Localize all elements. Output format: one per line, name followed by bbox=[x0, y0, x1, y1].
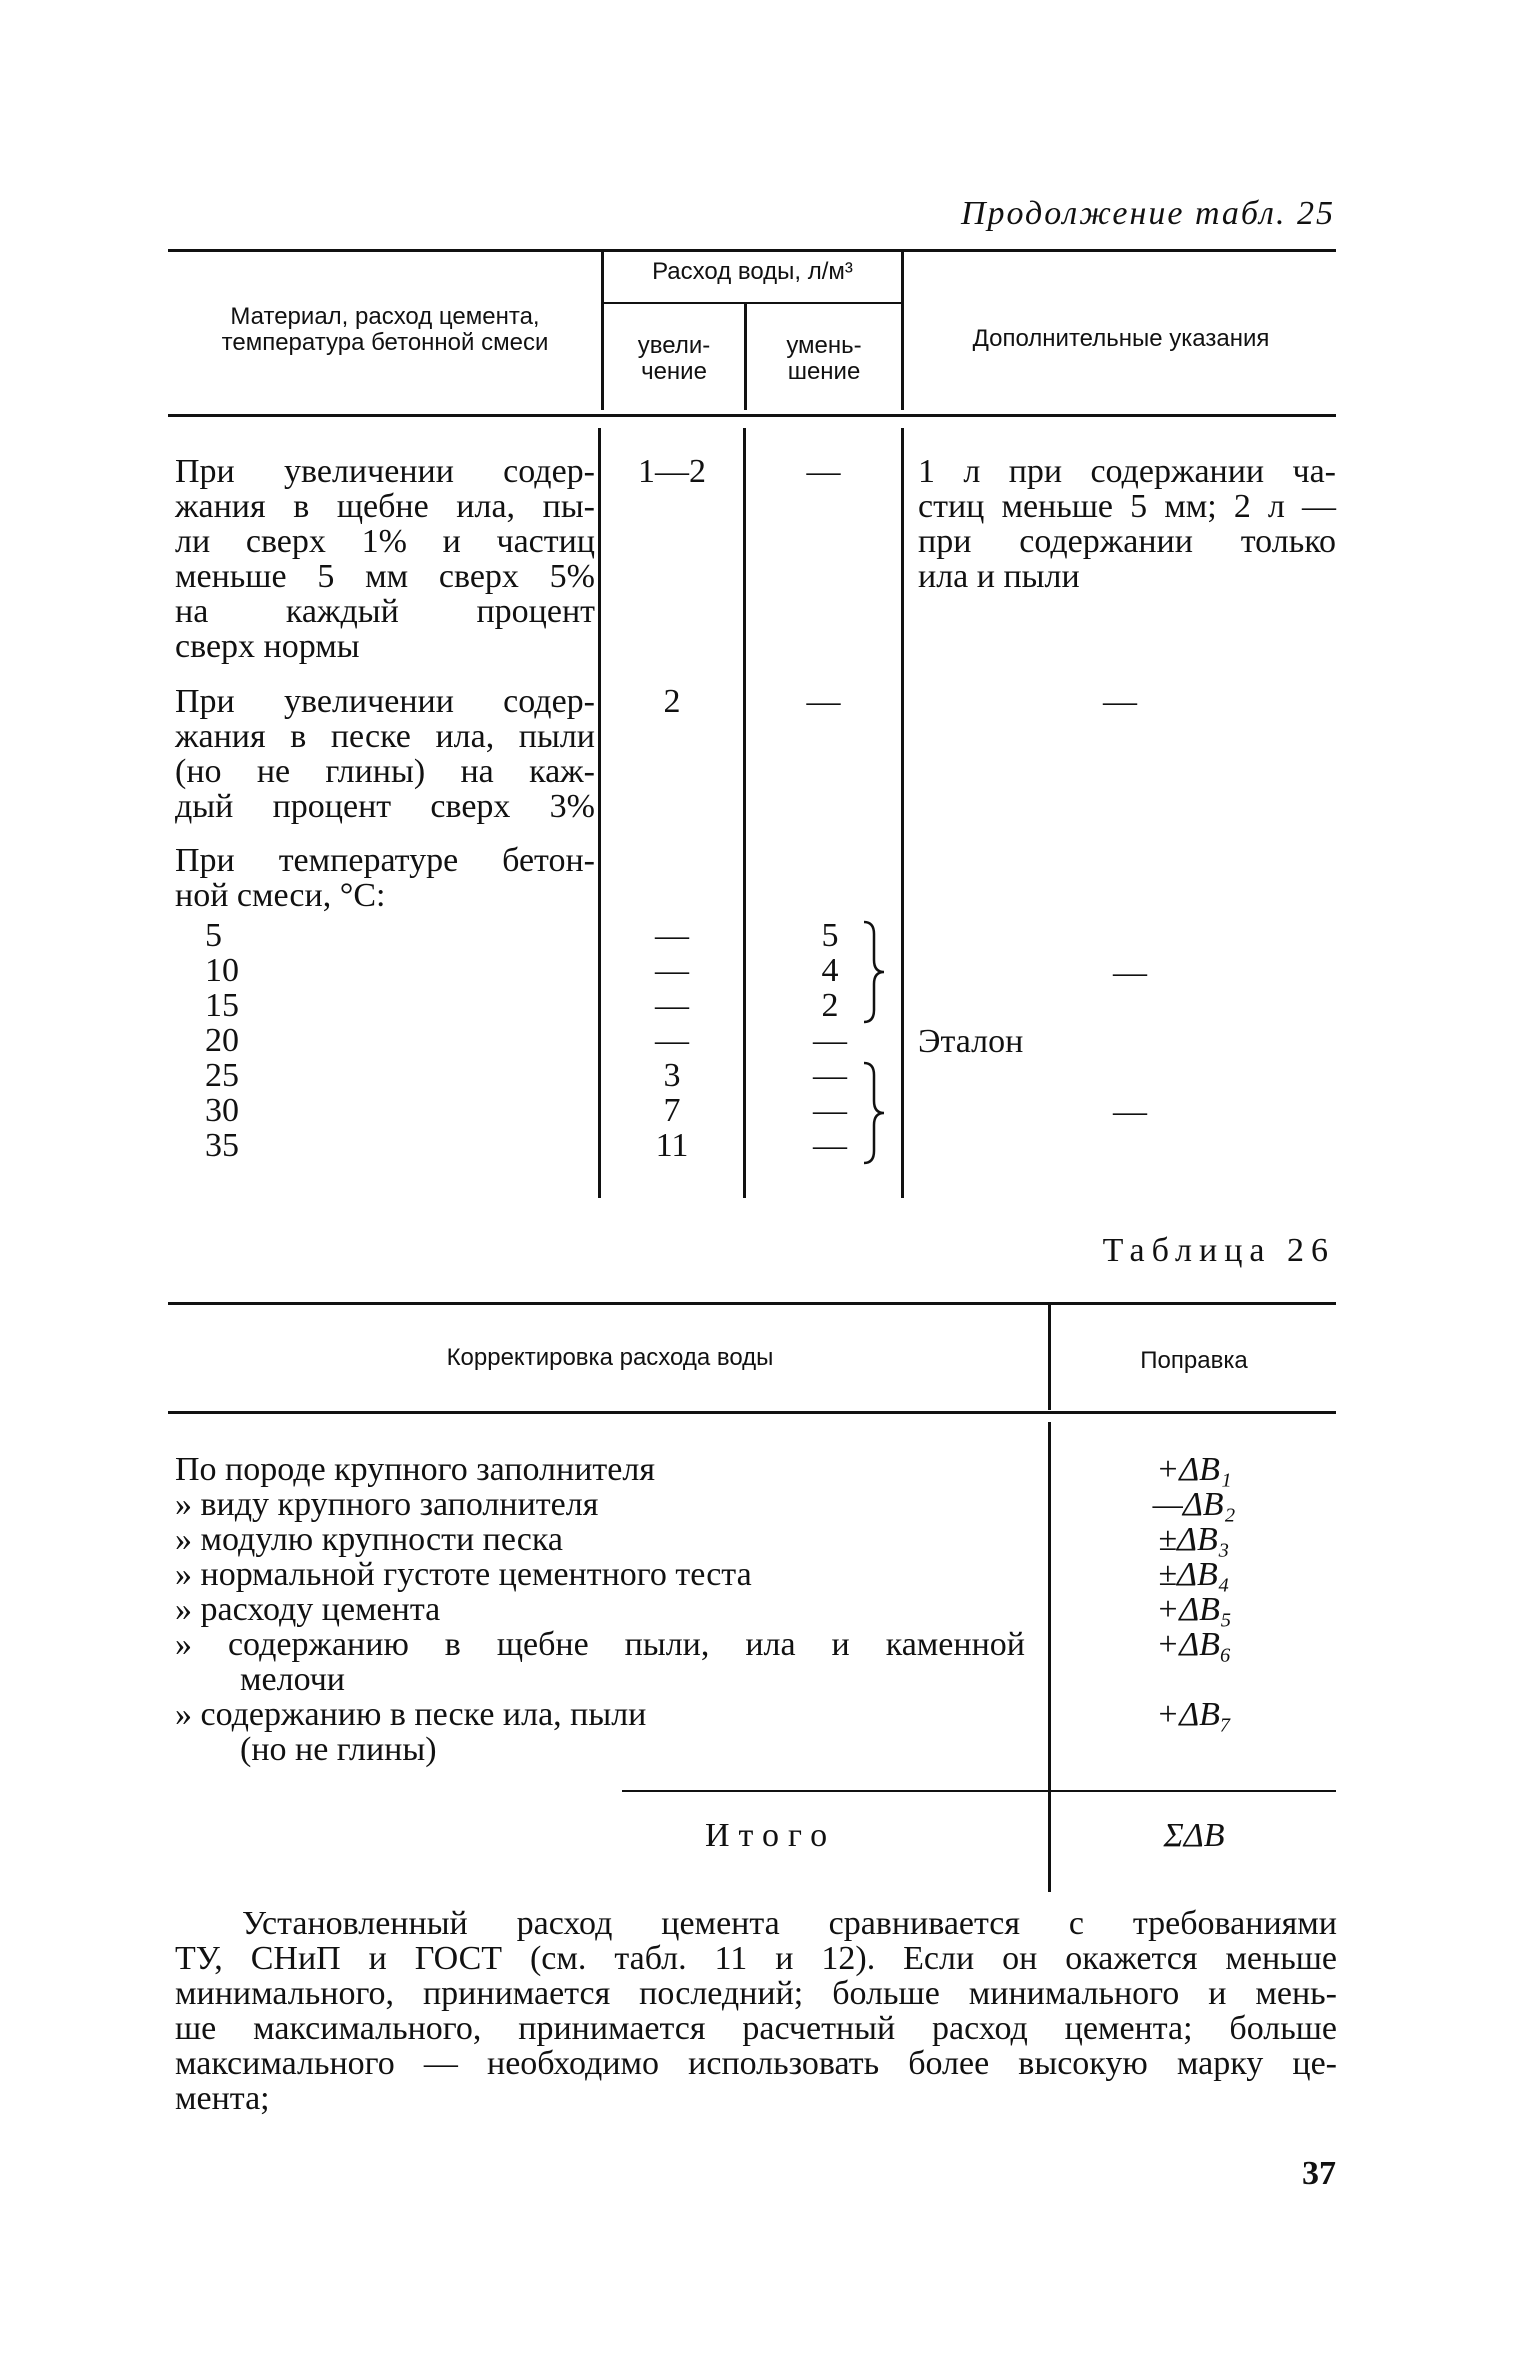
temp-decrease-value: 2 bbox=[821, 987, 839, 1024]
row1-decrease: — bbox=[806, 453, 841, 490]
row1-increase: 1—2 bbox=[638, 453, 706, 490]
table26-header-divider bbox=[1048, 1304, 1051, 1410]
temp-notes-etalon: Эталон bbox=[918, 1023, 1024, 1060]
header-notes: Дополнительные указания bbox=[972, 325, 1270, 352]
row2-increase: 2 bbox=[663, 683, 681, 720]
table26-row-label: » расходу цемента bbox=[175, 1591, 441, 1628]
row1-notes-line: 1 л при содержании ча- bbox=[918, 453, 1336, 490]
table26-total-label: Итого bbox=[705, 1817, 837, 1854]
temp-increase-value: — bbox=[655, 1022, 689, 1059]
temperature-intro-line: При температуре бетон- bbox=[175, 842, 595, 879]
paragraph-line: минимального, принимается последний; больше минимального и мень- bbox=[175, 1975, 1337, 2012]
temp-increase-value: — bbox=[655, 917, 689, 954]
temperature-value: 5 bbox=[205, 917, 222, 954]
row1-material-line: При увеличении содер- bbox=[175, 453, 595, 490]
row1-notes-line: стиц меньше 5 мм; 2 л — bbox=[918, 488, 1336, 525]
row1-material-line: сверх нормы bbox=[175, 628, 360, 665]
row2-material-line: При увеличении содер- bbox=[175, 683, 595, 720]
row1-material bbox=[175, 454, 595, 664]
temp-increase-value: — bbox=[655, 987, 689, 1024]
temperature-value: 20 bbox=[205, 1022, 239, 1059]
table26-header-rule bbox=[168, 1411, 1336, 1414]
temperature-intro-line: ной смеси, °С: bbox=[175, 877, 386, 914]
table25-top-rule bbox=[168, 249, 1336, 252]
row1-material-line: жания в щебне ила, пы- bbox=[175, 488, 595, 525]
row2-decrease: — bbox=[806, 683, 841, 720]
header-increase-line: увели- bbox=[637, 332, 711, 359]
table26-row-value: —ΔB₂ bbox=[1152, 1486, 1236, 1523]
temp-decrease-value: — bbox=[813, 1057, 847, 1094]
table26-header-right: Поправка bbox=[1140, 1347, 1248, 1374]
header-increase bbox=[604, 333, 744, 385]
row2-material bbox=[175, 684, 595, 824]
paragraph-line: Установленный расход цемента сравнивается с требованиями bbox=[242, 1905, 1337, 1942]
table26-labels bbox=[175, 1452, 1035, 1767]
row1-material-line: меньше 5 мм сверх 5% bbox=[175, 558, 595, 595]
temp-increase-value: 7 bbox=[663, 1092, 681, 1129]
table26-row-label: По породе крупного заполнителя bbox=[175, 1451, 655, 1488]
temp-decrease-value: 5 bbox=[821, 917, 839, 954]
paragraph-line: ТУ, СНиП и ГОСТ (см. табл. 11 и 12). Если он окажется меньше bbox=[175, 1940, 1337, 1977]
table26-row-value: +ΔB₁ bbox=[1156, 1451, 1232, 1488]
temp-increase-value: — bbox=[655, 952, 689, 989]
body-paragraph bbox=[175, 1906, 1337, 2116]
temp-decrease-value: — bbox=[813, 1092, 847, 1129]
header-decrease-line: шение bbox=[787, 358, 861, 385]
temp-notes-group1: — bbox=[1113, 954, 1147, 991]
row2-material-line: жания в песке ила, пыли bbox=[175, 718, 595, 755]
table26-row-label-cont: мелочи bbox=[240, 1661, 345, 1698]
header-decrease-line: умень- bbox=[786, 332, 862, 359]
paragraph-line: максимального — необходимо использовать более высокую марку це- bbox=[175, 2045, 1337, 2082]
table26-body-divider bbox=[1048, 1422, 1051, 1892]
page-number: 37 bbox=[1302, 2155, 1336, 2192]
brace-group-2-icon bbox=[862, 1061, 886, 1165]
table26-row-label-cont: (но не глины) bbox=[240, 1731, 437, 1768]
table26-row-label: » содержанию в песке ила, пыли bbox=[175, 1696, 647, 1733]
header-water-flow: Расход воды, л/м³ bbox=[652, 258, 853, 285]
row2-material-line: (но не глины) на каж- bbox=[175, 753, 595, 790]
table26-row-value: +ΔB₅ bbox=[1156, 1591, 1232, 1628]
table26-total-rule bbox=[622, 1790, 1336, 1792]
table26-values bbox=[1052, 1452, 1336, 1732]
temperature-value: 15 bbox=[205, 987, 239, 1024]
table26-row-spacer bbox=[1052, 1662, 1336, 1697]
temp-decrease-value: 4 bbox=[821, 952, 839, 989]
table26-total-value: ΣΔB bbox=[1163, 1817, 1225, 1854]
row2-notes: — bbox=[1103, 683, 1137, 720]
table25-col-divider-3 bbox=[901, 250, 904, 410]
table26-title: Таблица 26 bbox=[1102, 1232, 1335, 1269]
table26-row-label: » виду крупного заполнителя bbox=[175, 1486, 599, 1523]
table26-row-label: » модулю крупности песка bbox=[175, 1521, 563, 1558]
temp-increase-value: 3 bbox=[663, 1057, 681, 1094]
table26-row-value: +ΔB₇ bbox=[1156, 1696, 1232, 1733]
table25-header-rule bbox=[168, 414, 1336, 417]
table25-body-divider-3 bbox=[901, 428, 904, 1198]
temp-increase-value: 11 bbox=[655, 1127, 689, 1164]
table25-continuation-title: Продолжение табл. 25 bbox=[960, 195, 1335, 232]
table26-row-value: +ΔB₆ bbox=[1156, 1626, 1232, 1663]
temp-decrease-value: — bbox=[813, 1022, 847, 1059]
table26-row-label: » содержанию в щебне пыли, ила и каменной bbox=[175, 1626, 1025, 1663]
temperature-intro bbox=[175, 843, 595, 913]
header-material bbox=[175, 304, 595, 356]
row1-notes-line: при содержании только bbox=[918, 523, 1336, 560]
row2-material-line: дый процент сверх 3% bbox=[175, 788, 595, 825]
table25-body-divider-2 bbox=[743, 428, 746, 1198]
paragraph-line: мента; bbox=[175, 2080, 270, 2117]
header-material-line: Материал, расход цемента, bbox=[230, 303, 540, 330]
table26-top-rule bbox=[168, 1302, 1336, 1305]
table26-row-value: ±ΔB₃ bbox=[1158, 1521, 1230, 1558]
temp-notes-group2: — bbox=[1113, 1093, 1147, 1130]
row1-notes-line: ила и пыли bbox=[918, 558, 1080, 595]
table26-row-value: ±ΔB₄ bbox=[1158, 1556, 1230, 1593]
header-material-line: температура бетонной смеси bbox=[221, 329, 549, 356]
header-decrease bbox=[747, 333, 901, 385]
table26-header-left: Корректировка расхода воды bbox=[446, 1344, 774, 1371]
paragraph-line: ше максимального, принимается расчетный расход цемента; больше bbox=[175, 2010, 1337, 2047]
temperature-decrease-values bbox=[800, 918, 860, 1163]
water-flow-sub-rule bbox=[604, 302, 904, 304]
temperature-value: 10 bbox=[205, 952, 239, 989]
header-increase-line: чение bbox=[641, 358, 707, 385]
temperature-values bbox=[205, 918, 265, 1163]
row1-material-line: на каждый процент bbox=[175, 593, 595, 630]
row1-notes bbox=[918, 454, 1336, 594]
brace-group-1-icon bbox=[862, 920, 886, 1024]
temperature-value: 35 bbox=[205, 1127, 239, 1164]
table26-row-label: » нормальной густоте цементного теста bbox=[175, 1556, 752, 1593]
temperature-value: 25 bbox=[205, 1057, 239, 1094]
temperature-value: 30 bbox=[205, 1092, 239, 1129]
temperature-increase-values bbox=[601, 918, 743, 1163]
row1-material-line: ли сверх 1% и частиц bbox=[175, 523, 595, 560]
temp-decrease-value: — bbox=[813, 1127, 847, 1164]
